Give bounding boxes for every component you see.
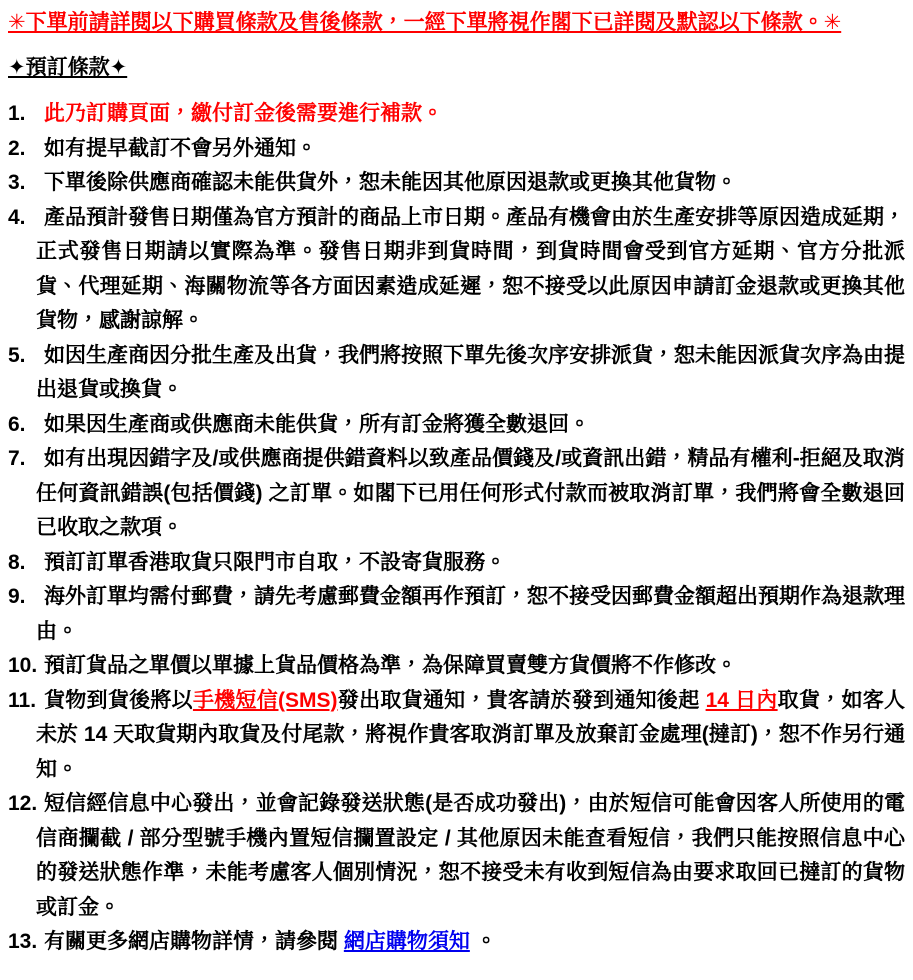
term-text — [36, 344, 905, 402]
term-segment: 短信經信息中心發出，並會記錄發送狀態(是否成功發出)，由於短信可能會因客人所使用的電信商攔截 / 部分型號手機內置短信攔置設定 / 其他原因未能查看短信，我們只能按照信息中心的發送狀態作準，未能考慮客人個別情況，恕不接受未有收到短信為由要求取回已撻訂的貨物或訂金。 — [36, 792, 905, 919]
term-item-11 — [8, 684, 905, 788]
term-text — [36, 585, 905, 643]
term-item-13 — [8, 925, 905, 960]
term-item-2 — [8, 132, 905, 167]
term-text — [44, 171, 737, 194]
term-number: 9. — [8, 585, 26, 608]
term-text — [44, 413, 590, 436]
term-item-10 — [8, 649, 905, 684]
term-text — [36, 206, 905, 333]
term-segment: 發出取貨通知，貴客請於發到通知後起 — [337, 688, 706, 712]
term-number: 3. — [8, 171, 26, 194]
term-segment: 此乃訂購頁面，繳付訂金後需要進行補款。 — [44, 102, 443, 125]
sms-link[interactable]: 手機短信(SMS) — [192, 688, 338, 712]
term-item-4 — [8, 201, 905, 339]
term-segment: 下單後除供應商確認未能供貨外，恕未能因其他原因退款或更換其他貨物。 — [44, 171, 737, 194]
term-number: 10. — [8, 654, 38, 677]
term-number: 6. — [8, 412, 26, 436]
shop-guide-link[interactable]: 網店購物須知 — [343, 930, 470, 953]
term-number: 8. — [8, 550, 26, 574]
term-item-5 — [8, 339, 905, 408]
term-text — [36, 792, 905, 919]
term-segment: 取貨，如客人未於 14 天取貨期內取貨及付尾款，將視作貴客取消訂單及放棄訂金處理(撻訂)，恕不作另行通知。 — [36, 688, 906, 781]
term-segment: 如果因生產商或供應商未能供貨，所有訂金將獲全數退回。 — [44, 412, 590, 436]
term-text — [36, 689, 905, 781]
term-segment: 產品預計發售日期僅為官方預計的商品上市日期。產品有機會由於生產安排等原因造成延期，正式發售日期請以實際為準。發售日期非到貨時間，到貨時間會受到官方延期、官方分批派貨、代理延期、海關物流等各方面因素造成延遲，恕不接受以此原因申請訂金退款或更換其他貨物，感謝諒解。 — [36, 205, 905, 332]
term-number: 2. — [8, 136, 26, 160]
term-item-12 — [8, 787, 905, 925]
term-text — [44, 137, 317, 160]
terms-list — [8, 97, 905, 960]
term-segment: 如因生產商因分批生產及出貨，我們將按照下單先後次序安排派貨，恕未能因派貨次序為由提出退貨或換貨。 — [36, 343, 905, 401]
term-text — [44, 930, 497, 953]
term-text — [44, 654, 737, 677]
term-number: 13. — [8, 930, 38, 953]
term-number: 1. — [8, 102, 26, 125]
term-text — [44, 102, 443, 125]
term-segment: 如有出現因錯字及/或供應商提供錯資料以致產品價錢及/或資訊出錯，精品有權利-拒絕及取消任何資訊錯誤(包括價錢) 之訂單。如閣下已用任何形式付款而被取消訂單，我們將會全數退回已收取之款項。 — [36, 447, 905, 539]
term-number: 11. — [8, 688, 37, 712]
term-text — [44, 551, 506, 574]
term-segment: 。 — [469, 930, 497, 953]
term-segment: 有關更多網店購物詳情，請參閱 — [44, 930, 344, 953]
term-item-1 — [8, 97, 905, 132]
term-segment: 預訂訂單香港取貨只限門市自取，不設寄貨服務。 — [44, 550, 506, 574]
term-item-7 — [8, 442, 905, 546]
term-number: 12. — [8, 792, 38, 815]
term-segment: 預訂貨品之單價以單據上貨品價格為準，為保障買賣雙方貨價將不作修改。 — [44, 654, 737, 677]
pickup-deadline-link[interactable]: 14 日內 — [705, 688, 778, 712]
term-segment: 如有提早截訂不會另外通知。 — [44, 136, 317, 160]
term-number: 4. — [8, 205, 26, 229]
term-text — [36, 447, 905, 539]
term-item-6 — [8, 408, 905, 443]
term-item-9 — [8, 580, 905, 649]
purchase-notice-header: ✳下單前請詳閱以下購買條款及售後條款，一經下單將視作閣下已詳閱及默認以下條款。✳ — [8, 11, 842, 34]
term-number: 5. — [8, 343, 26, 367]
section-title-preorder-terms: ✦預訂條款✦ — [8, 56, 128, 79]
term-segment: 貨物到貨後將以 — [44, 688, 193, 712]
term-segment: 海外訂單均需付郵費，請先考慮郵費金額再作預訂，恕不接受因郵費金額超出預期作為退款理由。 — [36, 585, 905, 643]
term-item-8 — [8, 546, 905, 581]
term-number: 7. — [8, 447, 26, 470]
term-item-3 — [8, 166, 905, 201]
